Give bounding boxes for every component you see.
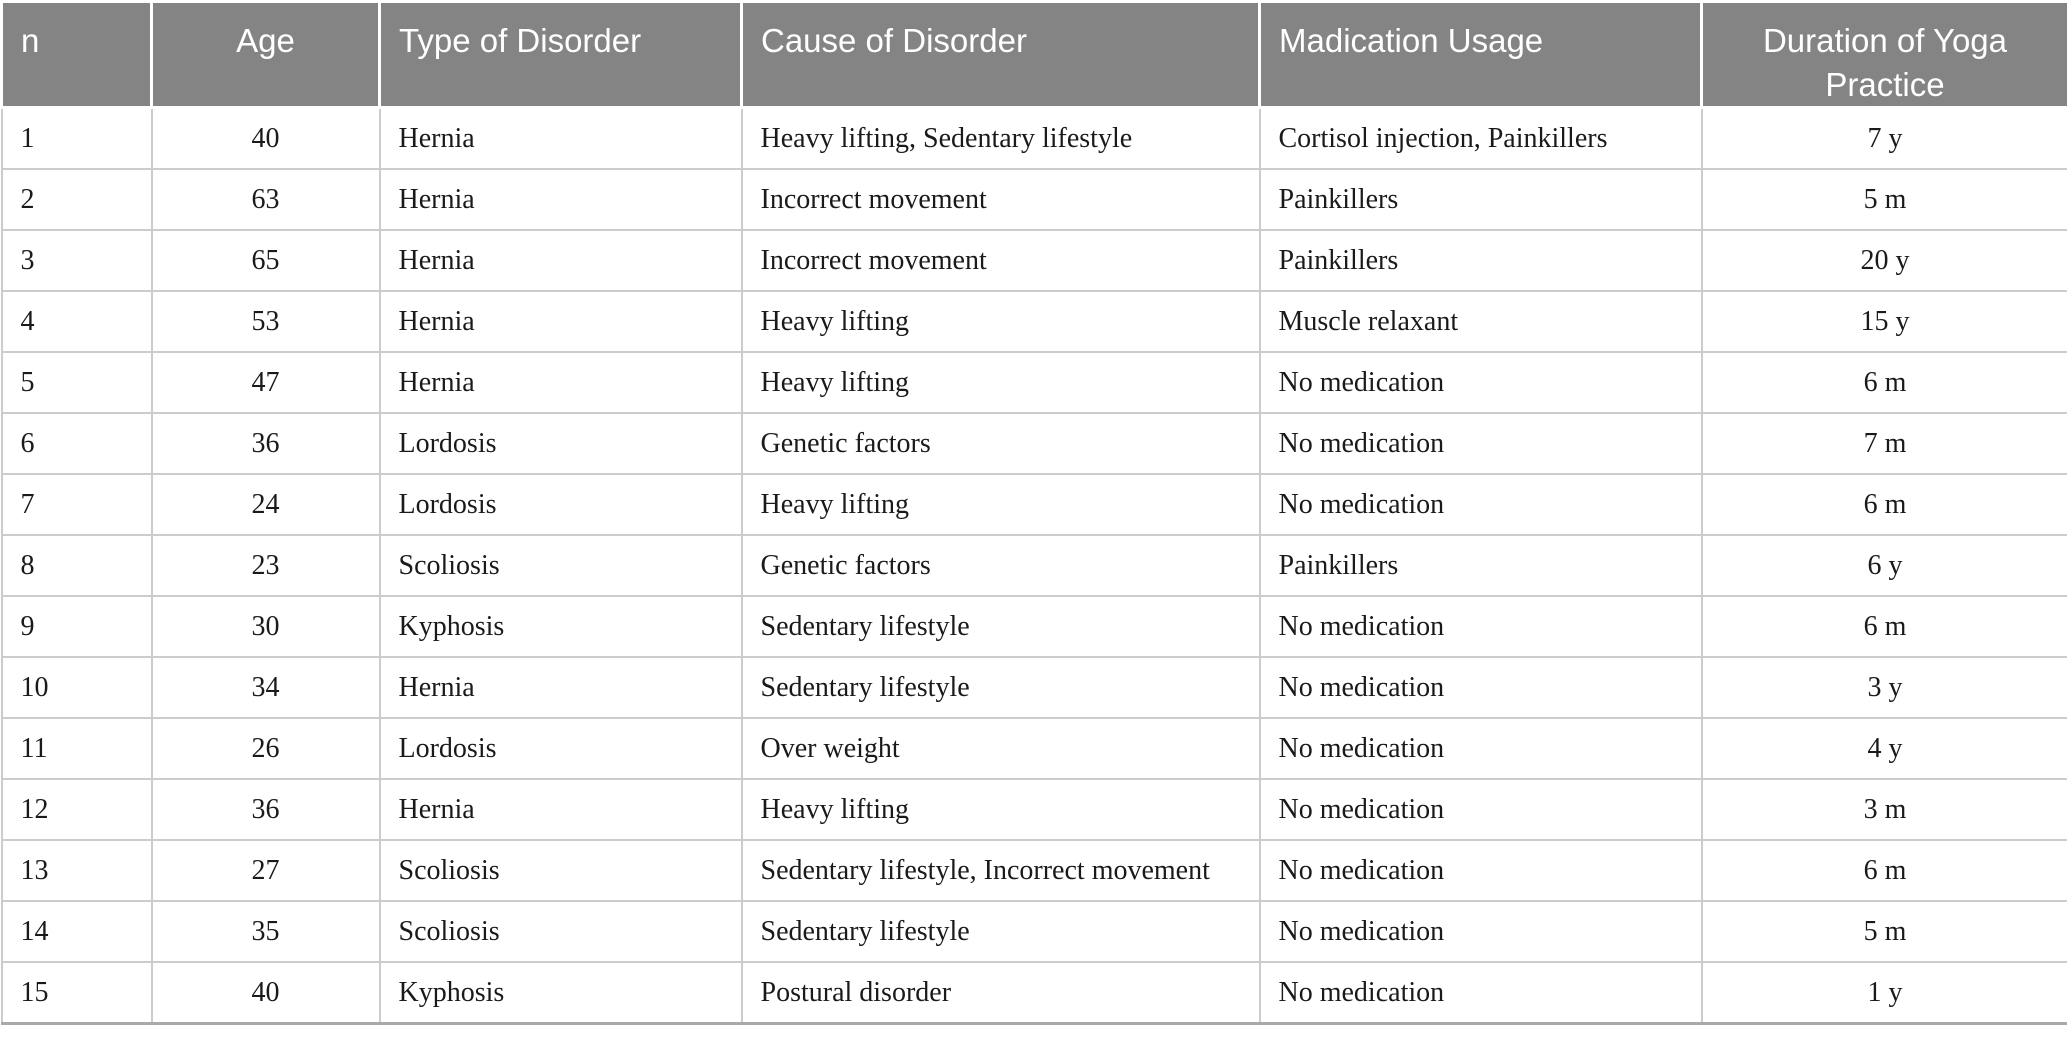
cell-duration-of-yoga-practice: 6 m [1702,840,2067,901]
column-header-madication-usage: Madication Usage [1260,2,1702,108]
cell-age: 40 [152,108,380,170]
table-row [2,657,2067,718]
cell-madication-usage: No medication [1260,596,1702,657]
table-header-row [2,2,2067,108]
cell-duration-of-yoga-practice: 1 y [1702,962,2067,1024]
cell-type-of-disorder: Hernia [380,352,742,413]
cell-age: 65 [152,230,380,291]
cell-cause-of-disorder: Sedentary lifestyle [742,657,1260,718]
table-row [2,230,2067,291]
cell-n: 7 [2,474,152,535]
cell-duration-of-yoga-practice: 7 y [1702,108,2067,170]
cell-age: 53 [152,291,380,352]
cell-n: 6 [2,413,152,474]
cell-madication-usage: Painkillers [1260,535,1702,596]
cell-type-of-disorder: Scoliosis [380,840,742,901]
cell-cause-of-disorder: Postural disorder [742,962,1260,1024]
cell-age: 63 [152,169,380,230]
cell-age: 34 [152,657,380,718]
cell-n: 1 [2,108,152,170]
table-row [2,291,2067,352]
cell-age: 24 [152,474,380,535]
cell-duration-of-yoga-practice: 5 m [1702,901,2067,962]
cell-cause-of-disorder: Heavy lifting [742,352,1260,413]
cell-age: 26 [152,718,380,779]
table-row [2,901,2067,962]
cell-madication-usage: No medication [1260,718,1702,779]
cell-n: 4 [2,291,152,352]
cell-duration-of-yoga-practice: 5 m [1702,169,2067,230]
cell-duration-of-yoga-practice: 20 y [1702,230,2067,291]
cell-cause-of-disorder: Heavy lifting, Sedentary lifestyle [742,108,1260,170]
cell-madication-usage: No medication [1260,657,1702,718]
column-header-cause-of-disorder: Cause of Disorder [742,2,1260,108]
table-row [2,535,2067,596]
table-header [2,2,2067,108]
cell-cause-of-disorder: Genetic factors [742,413,1260,474]
cell-cause-of-disorder: Incorrect movement [742,169,1260,230]
cell-n: 15 [2,962,152,1024]
cell-type-of-disorder: Kyphosis [380,596,742,657]
column-header-n: n [2,2,152,108]
table-row [2,779,2067,840]
cell-type-of-disorder: Hernia [380,291,742,352]
cell-type-of-disorder: Kyphosis [380,962,742,1024]
cell-madication-usage: Painkillers [1260,169,1702,230]
cell-cause-of-disorder: Genetic factors [742,535,1260,596]
cell-duration-of-yoga-practice: 6 m [1702,596,2067,657]
cell-type-of-disorder: Scoliosis [380,901,742,962]
cell-cause-of-disorder: Incorrect movement [742,230,1260,291]
cell-type-of-disorder: Hernia [380,169,742,230]
cell-madication-usage: No medication [1260,901,1702,962]
cell-madication-usage: No medication [1260,779,1702,840]
cell-duration-of-yoga-practice: 3 y [1702,657,2067,718]
cell-n: 5 [2,352,152,413]
cell-cause-of-disorder: Over weight [742,718,1260,779]
table-row [2,108,2067,170]
cell-type-of-disorder: Lordosis [380,718,742,779]
column-header-type-of-disorder: Type of Disorder [380,2,742,108]
cell-madication-usage: No medication [1260,352,1702,413]
table-row [2,352,2067,413]
cell-age: 23 [152,535,380,596]
cell-duration-of-yoga-practice: 6 m [1702,474,2067,535]
cell-duration-of-yoga-practice: 7 m [1702,413,2067,474]
cell-madication-usage: Muscle relaxant [1260,291,1702,352]
cell-cause-of-disorder: Heavy lifting [742,474,1260,535]
cell-cause-of-disorder: Sedentary lifestyle, Incorrect movement [742,840,1260,901]
cell-duration-of-yoga-practice: 4 y [1702,718,2067,779]
column-header-duration-of-yoga-practice: Duration of Yoga Practice [1702,2,2067,108]
cell-type-of-disorder: Hernia [380,779,742,840]
cell-age: 36 [152,779,380,840]
cell-age: 40 [152,962,380,1024]
cell-age: 35 [152,901,380,962]
cell-duration-of-yoga-practice: 6 m [1702,352,2067,413]
table-row [2,169,2067,230]
cell-madication-usage: No medication [1260,474,1702,535]
table-row [2,596,2067,657]
cell-n: 14 [2,901,152,962]
cell-duration-of-yoga-practice: 3 m [1702,779,2067,840]
cell-madication-usage: Cortisol injection, Painkillers [1260,108,1702,170]
cell-type-of-disorder: Hernia [380,657,742,718]
cell-duration-of-yoga-practice: 15 y [1702,291,2067,352]
cell-age: 47 [152,352,380,413]
table-row [2,474,2067,535]
cell-type-of-disorder: Hernia [380,108,742,170]
cell-n: 12 [2,779,152,840]
cell-madication-usage: No medication [1260,413,1702,474]
cell-age: 30 [152,596,380,657]
table-row [2,413,2067,474]
cell-n: 9 [2,596,152,657]
cell-cause-of-disorder: Heavy lifting [742,779,1260,840]
cell-cause-of-disorder: Sedentary lifestyle [742,596,1260,657]
cell-duration-of-yoga-practice: 6 y [1702,535,2067,596]
cell-madication-usage: No medication [1260,840,1702,901]
table-row [2,718,2067,779]
cell-n: 10 [2,657,152,718]
cell-type-of-disorder: Lordosis [380,474,742,535]
cell-n: 8 [2,535,152,596]
cell-type-of-disorder: Hernia [380,230,742,291]
cell-n: 3 [2,230,152,291]
table-row [2,962,2067,1024]
cell-n: 11 [2,718,152,779]
cell-age: 36 [152,413,380,474]
cell-type-of-disorder: Lordosis [380,413,742,474]
cell-madication-usage: Painkillers [1260,230,1702,291]
cell-type-of-disorder: Scoliosis [380,535,742,596]
cell-cause-of-disorder: Heavy lifting [742,291,1260,352]
cell-madication-usage: No medication [1260,962,1702,1024]
column-header-age: Age [152,2,380,108]
cell-age: 27 [152,840,380,901]
cell-cause-of-disorder: Sedentary lifestyle [742,901,1260,962]
cell-n: 2 [2,169,152,230]
table-body [2,108,2067,1024]
cell-n: 13 [2,840,152,901]
table-row [2,840,2067,901]
